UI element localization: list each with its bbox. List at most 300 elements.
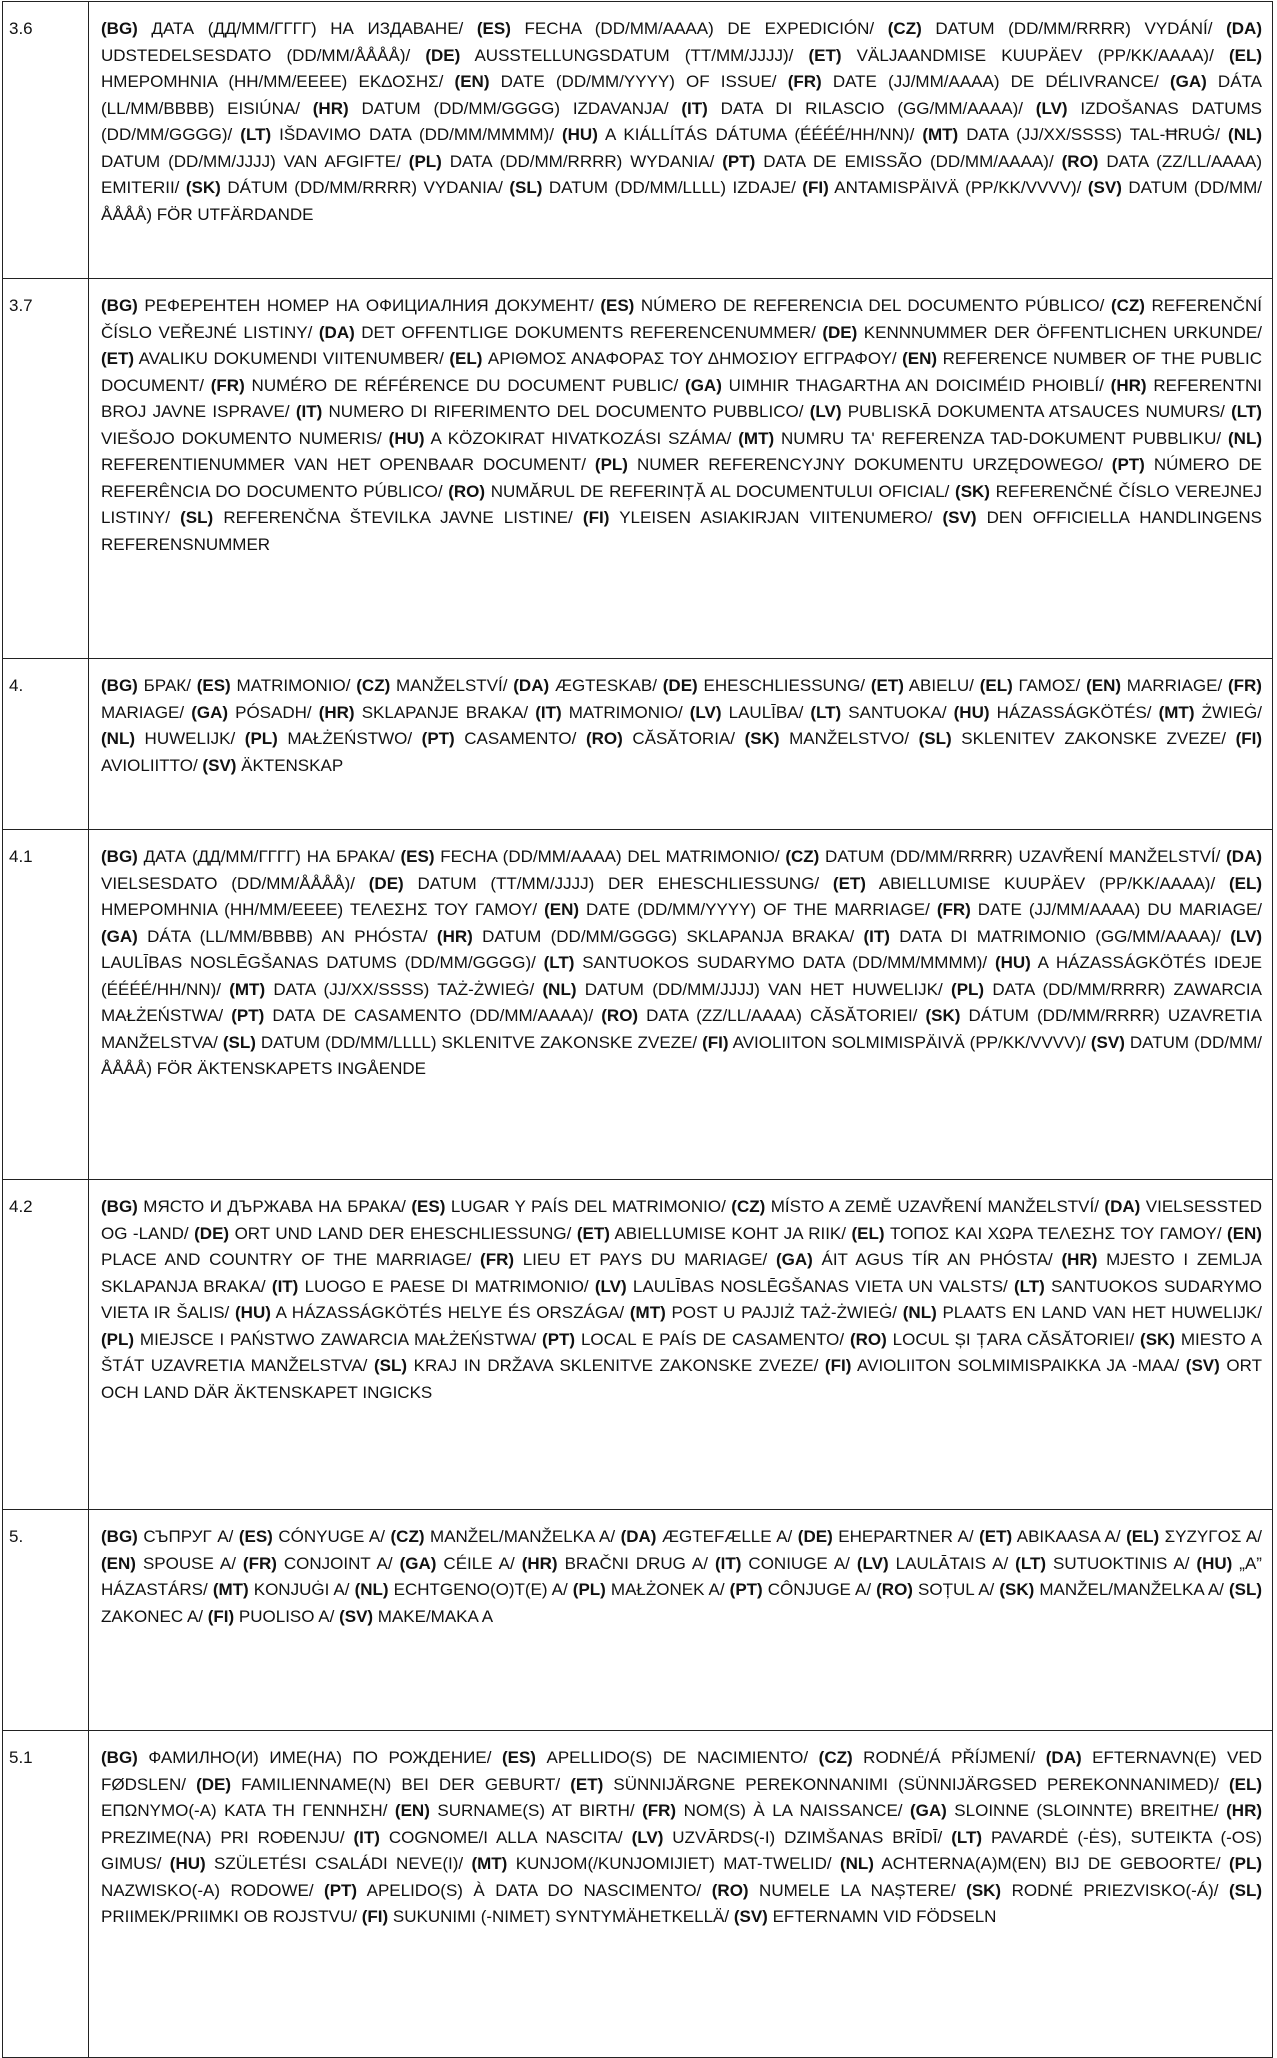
translation-text: DÁTA (LL/MM/BBBB) AN PHÓSTA/ [137, 926, 437, 946]
language-code: (HU) [1196, 1553, 1233, 1573]
language-code: (HU) [994, 953, 1031, 972]
translation-text: DATA DI RILASCIO (GG/MM/AAAA)/ [707, 98, 1036, 118]
translation-text: ORT OCH LAND DÄR ÄKTENSKAPET INGICKS [101, 1356, 1262, 1402]
translation-text: CĂSĂTORIA/ [622, 729, 745, 748]
translation-text: DATUM (DD/MM/LLLL) IZDAJE/ [542, 178, 803, 197]
language-code: (DA) [513, 676, 550, 695]
translation-text: DATUM (TT/MM/JJJJ) DER EHESCHLIESSUNG/ [403, 873, 833, 893]
translation-text: ABIKAASA A/ [1012, 1527, 1127, 1546]
translation-text: A HÁZASSÁGKÖTÉS HELYE ÉS ORSZÁGA/ [270, 1303, 630, 1322]
translation-text: „A” HÁZASTÁRS/ [101, 1553, 1262, 1599]
language-code: (SV) [202, 755, 237, 775]
language-code: (ES) [476, 19, 511, 38]
translation-text: DATE (JJ/MM/AAAA) DU MARIAGE/ [970, 900, 1263, 919]
translation-text: REFERENČNÉ ČÍSLO VEREJNEJ LISTINY/ [101, 481, 1262, 527]
translation-text: DATUM (DD/MM/JJJJ) VAN AFGIFTE/ [101, 151, 409, 171]
translation-text: ABIELU/ [903, 676, 980, 695]
translation-text: PÓSADH/ [228, 702, 319, 722]
translation-text: NÚMERO DE REFERÊNCIA DO DOCUMENTO PÚBLICO/ [101, 455, 1262, 501]
translation-text: ÁIT AGUS TÍR AN PHÓSTA/ [812, 1250, 1062, 1269]
language-code: (RO) [711, 1880, 749, 1900]
language-code: (RO) [585, 729, 623, 748]
translation-text: DATA (ZZ/LL/AAAA) EMITERII/ [101, 151, 1262, 197]
translation-text: SANTUOKOS SUDARYMO DATA (DD/MM/MMMM)/ [574, 953, 995, 972]
field-label-text [89, 279, 1273, 659]
language-code: (EN) [1227, 1223, 1262, 1243]
translation-text: PUOLISO A/ [234, 1606, 340, 1626]
language-code: (ET) [101, 349, 135, 368]
language-code: (LV) [1035, 98, 1068, 118]
translation-text: NUMĂRUL DE REFERINȚĂ AL DOCUMENTULUI OFICIAL/ [485, 481, 956, 501]
language-code: (IT) [863, 926, 890, 946]
language-code: (DA) [1045, 1748, 1082, 1767]
language-code: (IT) [535, 702, 562, 722]
language-code: (ET) [870, 676, 904, 695]
translation-text: POST U PAJJIŻ TAŻ-ŻWIEĠ/ [665, 1303, 903, 1322]
language-code: (PT) [542, 1329, 576, 1349]
translation-text: PREZIME(NA) PRI ROĐENJU/ [101, 1827, 354, 1847]
translation-text: FAMILIENNAME(N) BEI DER GEBURT/ [231, 1774, 571, 1794]
language-code: (BG) [101, 1748, 138, 1767]
language-code: (SL) [1228, 1880, 1263, 1900]
translation-text: APELIDO(S) À DATA DO NASCIMENTO/ [357, 1880, 712, 1900]
translation-text: REFERENČNÍ ČÍSLO VEŘEJNÉ LISTINY/ [101, 296, 1263, 342]
language-code: (BG) [101, 19, 138, 38]
language-code: (DA) [1226, 847, 1263, 866]
translation-text: VIELSESSTED OG -LAND/ [101, 1197, 1262, 1243]
translation-text: MANŽELSTVÍ/ [390, 676, 514, 695]
language-code: (PL) [594, 455, 628, 474]
language-code: (MT) [212, 1580, 249, 1599]
translation-text: ДАТА (ДД/ММ/ГГГГ) НА ИЗДАВАНЕ/ [137, 19, 477, 38]
translation-text: ORT UND LAND DER EHESCHLIESSUNG/ [229, 1223, 577, 1243]
translation-text: DATE (JJ/MM/AAAA) DE DÉLIVRANCE/ [821, 72, 1170, 91]
translation-text: ZAKONEC A/ [101, 1606, 208, 1626]
language-code: (PT) [324, 1880, 358, 1900]
translation-text: A KÖZOKIRAT HIVATKOZÁSI SZÁMA/ [424, 428, 739, 448]
language-code: (LT) [1231, 402, 1262, 421]
translation-text: SÜNNIJÄRGNE PEREKONNANIMI (SÜNNIJÄRGSED PEREKONNANIMED)/ [603, 1774, 1229, 1794]
language-code: (ES) [501, 1748, 536, 1767]
translation-text: REFERENTIENUMMER VAN HET OPENBAAR DOCUMENT/ [101, 455, 595, 474]
translation-text: LOCUL ȘI ȚARA CĂSĂTORIEI/ [886, 1329, 1141, 1349]
translation-text: EFTERNAVN(E) VED FØDSLEN/ [101, 1748, 1263, 1794]
translation-text: MIEJSCE I PAŃSTWO ZAWARCIA MAŁŻEŃSTWA/ [134, 1329, 543, 1349]
language-code: (FR) [242, 1553, 277, 1573]
translation-text: BRAČNI DRUG A/ [557, 1553, 715, 1573]
translation-text: NUMER REFERENCYJNY DOKUMENTU URZĘDOWEGO/ [627, 455, 1112, 474]
language-code: (HR) [521, 1553, 558, 1573]
form-table [2, 1, 1273, 2058]
table-row [3, 659, 1273, 830]
table-row [3, 2, 1273, 279]
translation-text: AVIOLIITON SOLMIMISPÄIVÄ (PP/KK/VVVV)/ [728, 1032, 1091, 1052]
language-code: (NL) [902, 1303, 937, 1322]
translation-text: PLACE AND COUNTRY OF THE MARRIAGE/ [101, 1250, 481, 1269]
translation-text: CÉILE A/ [436, 1553, 522, 1573]
translation-text: ΓΑΜΟΣ/ [1012, 676, 1087, 695]
translation-text: HUWELIJK/ [134, 729, 245, 748]
language-code: (CZ) [785, 847, 820, 866]
language-code: (DE) [194, 1223, 230, 1243]
translation-text: SZÜLETÉSI CSALÁDI NEVE(I)/ [205, 1854, 472, 1873]
translation-text: ÆGTEFÆLLE A/ [656, 1527, 798, 1546]
language-code: (SK) [185, 178, 221, 197]
language-code: (NL) [839, 1854, 874, 1873]
translation-text: LAULĪBAS NOSLĒGŠANAS VIETA UN VALSTS/ [626, 1276, 1014, 1296]
translation-text: DEN OFFICIELLA HANDLINGENS REFERENSNUMMER [101, 508, 1263, 554]
language-code: (EN) [902, 349, 938, 368]
translation-text: DÁTUM (DD/MM/RRRR) UZAVRETIA MANŽELSTVA/ [101, 1006, 1262, 1052]
language-code: (MT) [629, 1303, 666, 1322]
translation-text: KRAJ IN DRŽAVA SKLENITVE ZAKONSKE ZVEZE/ [407, 1356, 825, 1375]
language-code: (EL) [979, 676, 1013, 695]
language-code: (FR) [787, 72, 822, 91]
translation-text: REFERENCE NUMBER OF THE PUBLIC DOCUMENT/ [101, 349, 1262, 395]
translation-text: MARIAGE/ [101, 702, 192, 722]
language-code: (IT) [714, 1553, 742, 1573]
translation-text: SURNAME(S) AT BIRTH/ [429, 1801, 643, 1820]
table-row [3, 279, 1273, 659]
language-code: (SL) [509, 178, 543, 197]
section-number: 3.6 [3, 2, 89, 279]
language-code: (ET) [979, 1527, 1013, 1546]
table-row [3, 1731, 1273, 2058]
language-code: (BG) [101, 847, 138, 866]
translation-text: MANŽELSTVO/ [779, 729, 919, 748]
language-code: (SV) [733, 1907, 768, 1926]
table-row [3, 1180, 1273, 1510]
translation-text: DÁTUM (DD/MM/RRRR) VYDANIA/ [220, 178, 510, 197]
translation-text: ΕΠΩΝΥΜΟ(-Α) ΚΑΤΑ ΤΗ ΓΕΝΝΗΣΗ/ [101, 1801, 395, 1820]
language-code: (CZ) [1110, 296, 1145, 315]
translation-text: DATA (ZZ/LL/AAAA) CĂSĂTORIEI/ [638, 1006, 926, 1025]
field-label-text [89, 1731, 1273, 2058]
translation-text: SKLENITEV ZAKONSKE ZVEZE/ [951, 729, 1236, 748]
language-code: (DE) [662, 676, 698, 695]
translation-text: EHEPARTNER A/ [832, 1527, 980, 1546]
translation-text: LAULĪBAS NOSLĒGŠANAS DATUMS (DD/MM/GGGG)/ [101, 953, 544, 972]
translation-text: LIEU ET PAYS DU MARIAGE/ [514, 1250, 776, 1269]
language-code: (SL) [1228, 1580, 1263, 1599]
language-code: (ES) [196, 676, 231, 695]
translation-text: CONIUGE A/ [741, 1553, 857, 1573]
language-code: (CZ) [818, 1748, 853, 1767]
translation-text: DATA (DD/MM/RRRR) WYDANIA/ [441, 151, 723, 171]
language-code: (LT) [543, 953, 575, 972]
language-code: (LV) [1230, 926, 1263, 946]
translation-text: IŠDAVIMO DATA (DD/MM/MMMM)/ [271, 125, 562, 144]
translation-text: VÄLJAANDMISE KUUPÄEV (PP/KK/AAAA)/ [841, 45, 1229, 65]
language-code: (BG) [101, 1527, 138, 1546]
language-code: (FI) [361, 1907, 389, 1926]
language-code: (HU) [388, 428, 425, 448]
language-code: (FR) [936, 900, 971, 919]
translation-text: DATA (JJ/XX/SSSS) TAŻ-ŻWIEĠ/ [265, 979, 543, 999]
translation-text: ΑΡΙΘΜΟΣ ΑΝΑΦΟΡΑΣ ΤΟΥ ΔΗΜΟΣΙΟΥ ΕΓΓΡΑΦΟΥ/ [482, 349, 903, 368]
translation-text: DATA DE CASAMENTO (DD/MM/AAAA)/ [264, 1006, 602, 1025]
language-code: (IT) [353, 1827, 380, 1847]
translation-text: DET OFFENTLIGE DOKUMENTS REFERENCENUMMER/ [354, 322, 823, 342]
language-code: (SK) [966, 1880, 1002, 1900]
language-code: (LT) [1014, 1276, 1045, 1296]
translation-text: DATE (DD/MM/YYYY) OF THE MARRIAGE/ [579, 900, 937, 919]
language-code: (FI) [582, 508, 610, 527]
language-code: (HU) [561, 125, 598, 144]
language-code: (FR) [480, 1250, 515, 1269]
language-code: (FI) [802, 178, 829, 197]
language-code: (SK) [744, 729, 780, 748]
translation-text: COGNOME/I ALLA NASCITA/ [379, 1827, 632, 1847]
translation-text: CÓNYUGE A/ [272, 1527, 391, 1546]
language-code: (BG) [101, 676, 138, 695]
translation-text: CONJOINT A/ [276, 1553, 400, 1573]
field-label-text [89, 2, 1273, 279]
translation-text: SKLAPANJE BRAKA/ [354, 702, 536, 722]
language-code: (LT) [810, 702, 842, 722]
language-code: (DA) [620, 1527, 657, 1546]
translation-text: REFERENTNI BROJ JAVNE ISPRAVE/ [101, 375, 1262, 421]
translation-text: CASAMENTO/ [454, 729, 586, 748]
translation-text: NUMRU TA' REFERENZA TAD-DOKUMENT PUBBLIKU/ [774, 428, 1229, 448]
language-code: (ES) [238, 1527, 273, 1546]
table-row [3, 1510, 1273, 1731]
translation-text: NUMERO DI RIFERIMENTO DEL DOCUMENTO PUBBLICO/ [322, 402, 810, 421]
language-code: (LT) [240, 125, 272, 144]
translation-text: MAKE/MAKA A [373, 1606, 494, 1626]
translation-text: PLAATS EN LAND VAN HET HUWELIJK/ [936, 1303, 1262, 1322]
language-code: (LT) [1015, 1553, 1047, 1573]
language-code: (LT) [951, 1827, 983, 1847]
language-code: (MT) [1158, 702, 1195, 722]
language-code: (HR) [1226, 1801, 1263, 1820]
language-code: (EL) [1228, 45, 1262, 65]
translation-text: MATRIMONIO/ [230, 676, 357, 695]
language-code: (ET) [570, 1774, 604, 1794]
translation-text: REFERENČNA ŠTEVILKA JAVNE LISTINE/ [213, 508, 583, 527]
language-code: (RO) [849, 1329, 887, 1349]
translation-text: DATA DI MATRIMONIO (GG/MM/AAAA)/ [889, 926, 1231, 946]
translation-text: A KIÁLLÍTÁS DÁTUMA (ÉÉÉÉ/HH/NN)/ [597, 125, 923, 144]
translation-text: NOM(S) À LA NAISSANCE/ [676, 1801, 910, 1820]
translation-text: ECHTGENO(O)T(E) A/ [388, 1580, 573, 1599]
translation-text: ÄKTENSKAP [236, 755, 344, 775]
language-code: (DA) [318, 322, 355, 342]
language-code: (BG) [101, 1197, 138, 1216]
language-code: (SK) [955, 481, 990, 501]
translation-text: DATE (DD/MM/YYYY) OF ISSUE/ [489, 72, 788, 91]
translation-text: РЕФЕРЕНТЕН НОМЕР НА ОФИЦИАЛНИЯ ДОКУМЕНТ/ [137, 296, 601, 315]
language-code: (FR) [1227, 676, 1262, 695]
translation-text: FECHA (DD/MM/AAAA) DEL MATRIMONIO/ [434, 847, 786, 866]
language-code: (EN) [101, 1553, 136, 1573]
language-code: (MT) [738, 428, 775, 448]
translation-text: EFTERNAMN VID FÖDSELN [767, 1907, 997, 1926]
language-code: (SL) [180, 508, 214, 527]
language-code: (BG) [101, 296, 138, 315]
language-code: (PL) [244, 729, 278, 748]
language-code: (PL) [101, 1329, 135, 1349]
language-code: (DA) [1104, 1197, 1141, 1216]
language-code: (GA) [191, 702, 229, 722]
section-number: 5. [3, 1510, 89, 1731]
translation-text: NUMELE LA NAȘTERE/ [748, 1880, 967, 1900]
language-code: (LV) [856, 1553, 889, 1573]
translation-text: MARRIAGE/ [1121, 676, 1228, 695]
language-code: (LV) [594, 1276, 627, 1296]
language-code: (RO) [876, 1580, 913, 1599]
language-code: (ET) [576, 1223, 610, 1243]
language-code: (EN) [454, 72, 490, 91]
language-code: (DE) [822, 322, 858, 342]
language-code: (SV) [1090, 1032, 1125, 1052]
translation-text: LAULĀTAIS A/ [888, 1553, 1016, 1573]
language-code: (SK) [1140, 1329, 1175, 1349]
translation-text: ŻWIEĠ/ [1194, 702, 1263, 722]
translation-text: SANTUOKA/ [841, 702, 954, 722]
language-code: (EN) [1086, 676, 1122, 695]
language-code: (EL) [1228, 873, 1262, 893]
field-label-text [89, 830, 1273, 1180]
language-code: (HR) [312, 98, 349, 118]
translation-text: МЯСТО И ДЪРЖАВА НА БРАКА/ [137, 1197, 412, 1216]
language-code: (GA) [399, 1553, 437, 1573]
language-code: (HR) [1061, 1250, 1098, 1269]
translation-text: VIEŠOJO DOKUMENTO NUMERIS/ [101, 428, 389, 448]
translation-text: A HÁZASSÁGKÖTÉS IDEJE (ÉÉÉÉ/HH/NN)/ [101, 953, 1263, 999]
language-code: (CZ) [390, 1527, 425, 1546]
translation-text: PRIIMEK/PRIIMKI OB ROJSTVU/ [101, 1907, 362, 1926]
translation-text: СЪПРУГ А/ [137, 1527, 239, 1546]
translation-text: MAŁŻONEK A/ [605, 1580, 730, 1599]
translation-text: ΤΟΠΟΣ ΚΑΙ ΧΩΡΑ ΤΕΛΕΣΗΣ ΤΟΥ ΓΑΜΟΥ/ [884, 1223, 1228, 1243]
language-code: (GA) [1169, 72, 1207, 91]
translation-text: MATRIMONIO/ [561, 702, 690, 722]
translation-text: NUMÉRO DE RÉFÉRENCE DU DOCUMENT PUBLIC/ [244, 375, 686, 395]
language-code: (PL) [408, 151, 442, 171]
language-code: (FR) [642, 1801, 677, 1820]
translation-text: PAVARDĖ (-ĖS), SUTEIKTA (-OS) GIMUS/ [101, 1827, 1263, 1873]
translation-text: FECHA (DD/MM/AAAA) DE EXPEDICIÓN/ [510, 19, 888, 38]
translation-text: KUNJOM(/KUNJOMIJIET) MAT-TWELID/ [507, 1854, 840, 1873]
language-code: (NL) [101, 729, 135, 748]
language-code: (EL) [449, 349, 483, 368]
translation-text: MANŽEL/MANŽELKA A/ [424, 1527, 621, 1546]
language-code: (PT) [729, 1580, 763, 1599]
language-code: (HU) [169, 1854, 206, 1873]
translation-text: ДАТА (ДД/ММ/ГГГГ) НА БРАКА/ [137, 847, 401, 866]
translation-text: ФАМИЛНО(И) ИМЕ(НА) ПО РОЖДЕНИЕ/ [137, 1748, 502, 1767]
translation-text: LOCAL E PAÍS DE CASAMENTO/ [575, 1329, 850, 1349]
translation-text: LAULĪBA/ [721, 702, 811, 722]
translation-text: SPOUSE A/ [135, 1553, 243, 1573]
language-code: (HU) [235, 1303, 271, 1322]
language-code: (DE) [797, 1527, 833, 1546]
translation-text: NÚMERO DE REFERENCIA DEL DOCUMENTO PÚBLICO/ [634, 296, 1111, 315]
translation-text: SOȚUL A/ [912, 1580, 1000, 1599]
language-code: (IT) [681, 98, 708, 118]
language-code: (ES) [400, 847, 435, 866]
translation-text: PUBLISKĀ DOKUMENTA ATSAUCES NUMURS/ [841, 402, 1232, 421]
language-code: (GA) [775, 1250, 813, 1269]
language-code: (LV) [631, 1827, 664, 1847]
translation-text: SANTUOKOS SUDARYMO VIETA IR ŠALIS/ [101, 1276, 1262, 1322]
translation-text: UZVĀRDS(-I) DZIMŠANAS BRĪDĪ/ [663, 1827, 952, 1847]
translation-text: MJESTO I ZEMLJA SKLAPANJA BRAKA/ [101, 1250, 1263, 1296]
field-label-text [89, 1510, 1273, 1731]
language-code: (EL) [1126, 1527, 1160, 1546]
translation-text: YLEISEN ASIAKIRJAN VIITENUMERO/ [609, 508, 943, 527]
field-label-text [89, 1180, 1273, 1510]
language-code: (FR) [210, 375, 245, 395]
language-code: (ES) [600, 296, 635, 315]
language-code: (ET) [832, 873, 866, 893]
language-code: (HR) [436, 926, 473, 946]
language-code: (LV) [689, 702, 722, 722]
translation-text: ACHTERNA(A)M(EN) BIJ DE GEBOORTE/ [873, 1854, 1229, 1873]
translation-text: HÁZASSÁGKÖTÉS/ [989, 702, 1159, 722]
language-code: (SV) [1087, 178, 1122, 197]
language-code: (FI) [824, 1356, 852, 1375]
language-code: (LV) [809, 402, 842, 421]
language-code: (IT) [295, 402, 323, 421]
language-code: (RO) [1061, 151, 1099, 171]
section-number: 3.7 [3, 279, 89, 659]
translation-text: DATA DE EMISSÃO (DD/MM/AAAA)/ [755, 151, 1062, 171]
language-code: (ET) [808, 45, 842, 65]
translation-text: CÔNJUGE A/ [762, 1580, 877, 1599]
translation-text: AUSSTELLUNGSDATUM (TT/MM/JJJJ)/ [460, 45, 809, 65]
language-code: (MT) [471, 1854, 508, 1873]
translation-text: UIMHIR THAGARTHA AN DOICIMÉID PHOIBLÍ/ [721, 375, 1111, 395]
translation-text: ÆGTESKAB/ [549, 676, 663, 695]
translation-text: DATA (JJ/XX/SSSS) TAL-ĦRUĠ/ [958, 125, 1229, 144]
language-code: (PL) [951, 979, 985, 999]
translation-text: LUOGO E PAESE DI MATRIMONIO/ [298, 1276, 595, 1296]
translation-text: LUGAR Y PAÍS DEL MATRIMONIO/ [445, 1197, 732, 1216]
translation-text: DATA (DD/MM/RRRR) ZAWARCIA MAŁŻEŃSTWA/ [101, 979, 1262, 1025]
language-code: (EN) [544, 900, 580, 919]
translation-text: AVIOLIITON SOLMIMISPAIKKA JA -MAA/ [851, 1356, 1186, 1375]
translation-text: RODNÉ/Á PŘÍJMENÍ/ [852, 1748, 1046, 1767]
section-number: 4. [3, 659, 89, 830]
translation-text: UDSTEDELSESDATO (DD/MM/ÅÅÅÅ)/ [101, 45, 426, 65]
translation-text: ANTAMISPÄIVÄ (PP/KK/VVVV)/ [828, 178, 1088, 197]
language-code: (SL) [374, 1356, 408, 1375]
language-code: (SV) [1185, 1356, 1220, 1375]
translation-text: AVALIKU DOKUMENDI VIITENUMBER/ [134, 349, 450, 368]
translation-text: SLOINNE (SLOINNTE) BREITHE/ [946, 1801, 1227, 1820]
section-number: 4.2 [3, 1180, 89, 1510]
language-code: (RO) [448, 481, 486, 501]
translation-text: SUKUNIMI (-NIMET) SYNTYMÄHETKELLÄ/ [388, 1907, 734, 1926]
language-code: (SV) [339, 1606, 374, 1626]
language-code: (EN) [394, 1801, 430, 1820]
language-code: (PL) [572, 1580, 606, 1599]
language-code: (PT) [421, 729, 455, 748]
translation-text: ABIELLUMISE KUUPÄEV (PP/KK/AAAA)/ [865, 873, 1229, 893]
language-code: (FI) [1235, 729, 1262, 748]
section-number: 4.1 [3, 830, 89, 1180]
table-row [3, 830, 1273, 1180]
translation-text: MÍSTO A ZEMĚ UZAVŘENÍ MANŽELSTVÍ/ [765, 1197, 1105, 1216]
language-code: (IT) [271, 1276, 299, 1296]
translation-text: SUTUOKTINIS A/ [1046, 1553, 1197, 1573]
field-label-text [89, 659, 1273, 830]
translation-text: DATUM (DD/MM/LLLL) SKLENITVE ZAKONSKE ZVEZE/ [255, 1032, 703, 1052]
translation-text: KENNNUMMER DER ÖFFENTLICHEN URKUNDE/ [857, 322, 1263, 342]
language-code: (GA) [101, 926, 138, 946]
